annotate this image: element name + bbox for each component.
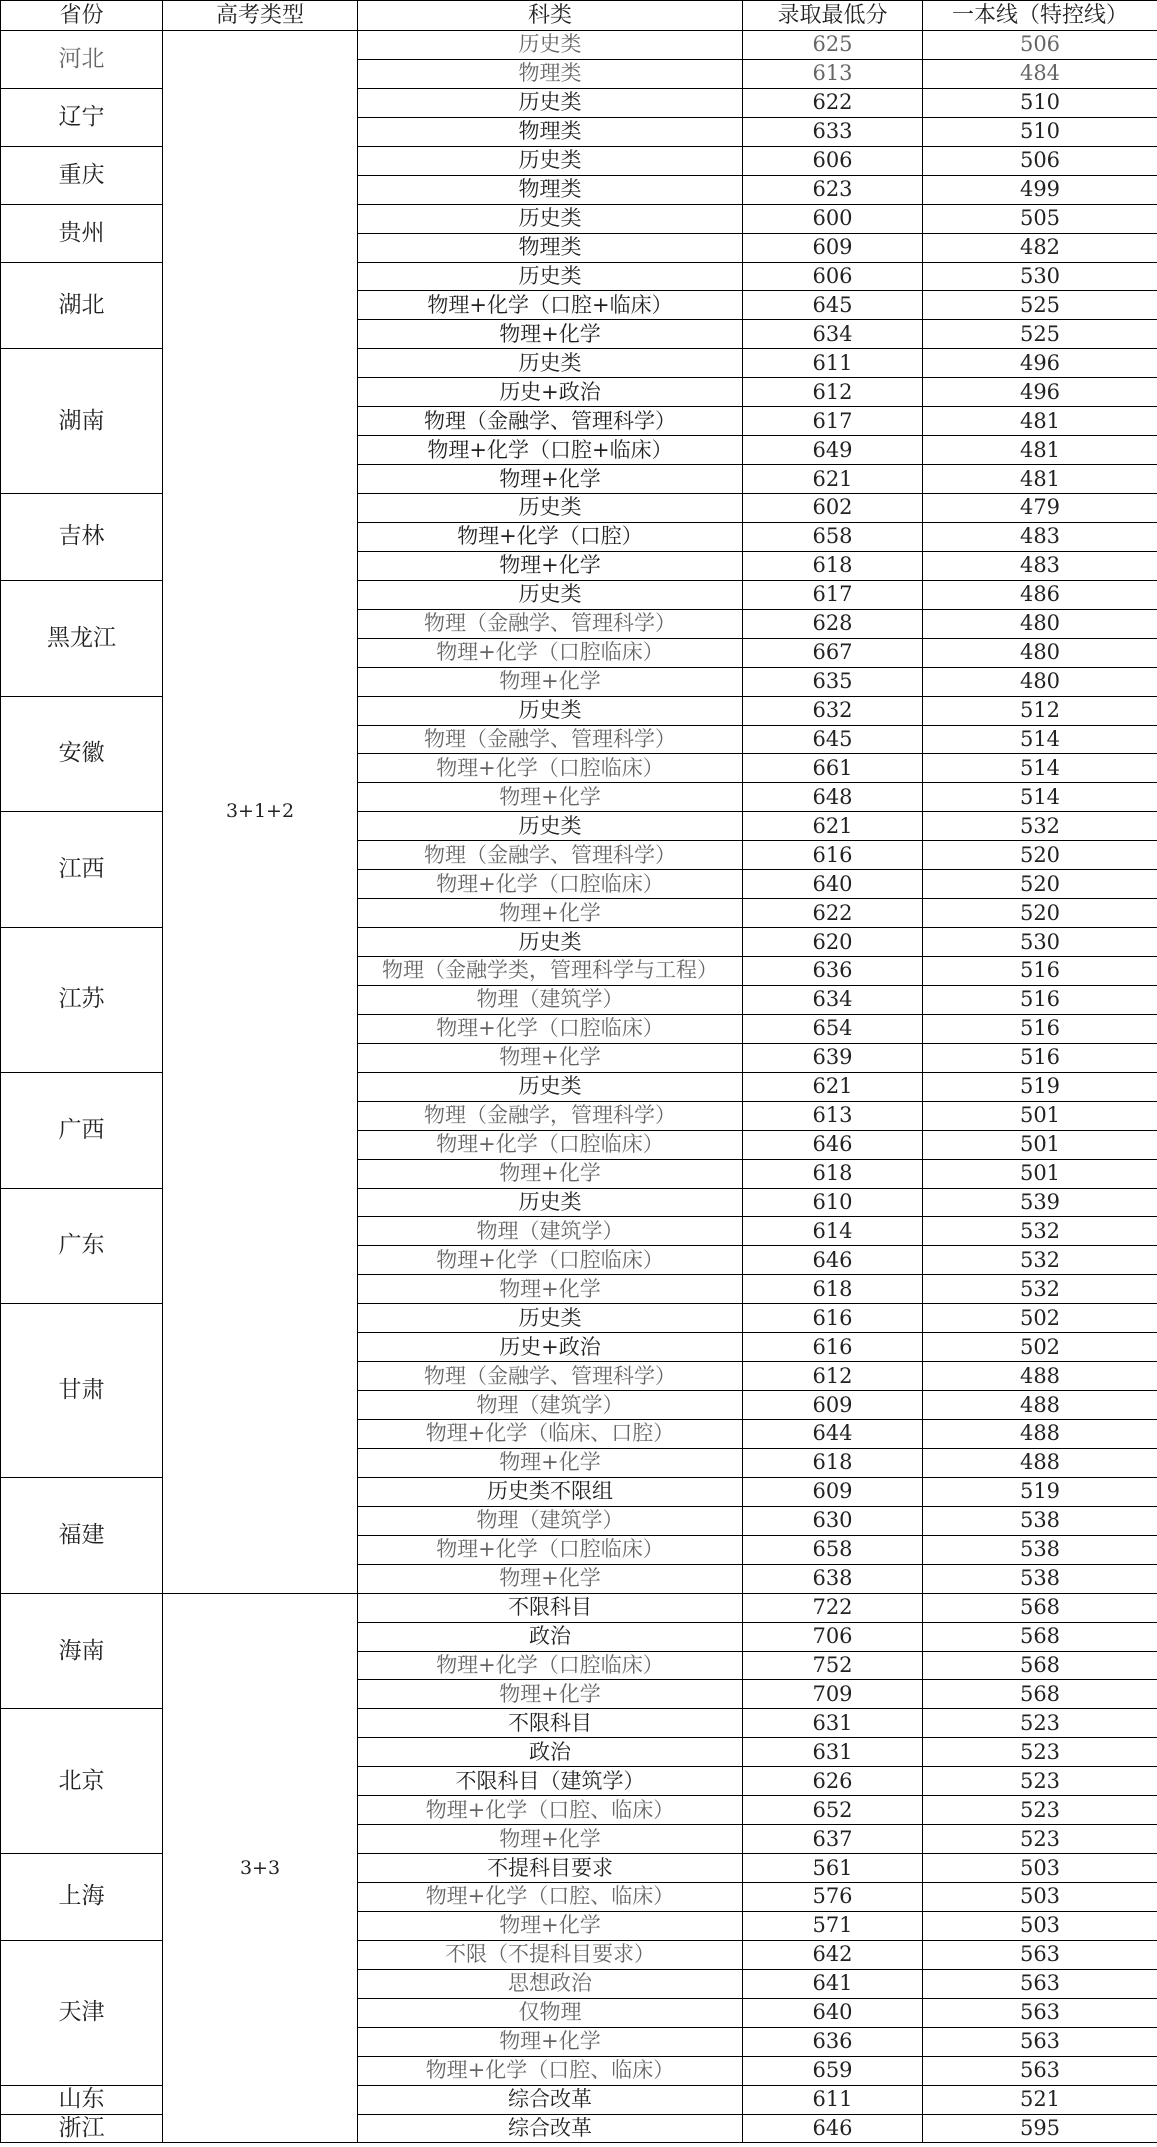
province-cell: 福建 [1,1477,163,1593]
subject-cell: 历史类 [358,349,743,378]
tier-one-line-cell: 532 [923,1246,1157,1275]
tier-one-line-cell: 532 [923,812,1157,841]
subject-cell: 物理（金融学、管理科学） [358,841,743,870]
tier-one-line-cell: 523 [923,1825,1157,1854]
subject-cell: 不限科目 [358,1709,743,1738]
tier-one-line-cell: 568 [923,1680,1157,1709]
subject-cell: 物理（建筑学） [358,1506,743,1535]
tier-one-line-cell: 568 [923,1651,1157,1680]
tier-one-line-cell: 539 [923,1188,1157,1217]
tier-one-line-cell: 538 [923,1506,1157,1535]
min-score-cell: 616 [743,1333,923,1362]
min-score-cell: 618 [743,1448,923,1477]
min-score-cell: 621 [743,1072,923,1101]
tier-one-line-cell: 520 [923,899,1157,928]
min-score-cell: 622 [743,88,923,117]
tier-one-line-cell: 523 [923,1709,1157,1738]
min-score-cell: 635 [743,667,923,696]
subject-cell: 物理类 [358,233,743,262]
min-score-cell: 640 [743,1998,923,2027]
table-body [1,31,1157,2143]
tier-one-line-cell: 510 [923,117,1157,146]
tier-one-line-cell: 481 [923,407,1157,436]
min-score-cell: 609 [743,1477,923,1506]
subject-cell: 政治 [358,1738,743,1767]
min-score-cell: 634 [743,985,923,1014]
tier-one-line-cell: 502 [923,1304,1157,1333]
min-score-cell: 614 [743,1217,923,1246]
tier-one-line-cell: 503 [923,1883,1157,1912]
tier-one-line-cell: 530 [923,928,1157,957]
tier-one-line-cell: 523 [923,1738,1157,1767]
header-tier-one-line: 一本线（特控线） [923,1,1157,31]
tier-one-line-cell: 595 [923,2114,1157,2143]
tier-one-line-cell: 480 [923,638,1157,667]
subject-cell: 物理（建筑学） [358,1391,743,1420]
tier-one-line-cell: 496 [923,349,1157,378]
tier-one-line-cell: 532 [923,1217,1157,1246]
min-score-cell: 658 [743,1535,923,1564]
province-cell: 湖北 [1,262,163,349]
subject-cell: 物理+化学（口腔临床） [358,1651,743,1680]
min-score-cell: 571 [743,1911,923,1940]
subject-cell: 历史类 [358,262,743,291]
subject-cell: 政治 [358,1622,743,1651]
province-cell: 黑龙江 [1,580,163,696]
tier-one-line-cell: 506 [923,31,1157,60]
subject-cell: 物理+化学 [358,667,743,696]
province-cell: 甘肃 [1,1304,163,1478]
tier-one-line-cell: 483 [923,522,1157,551]
province-cell: 安徽 [1,696,163,812]
min-score-cell: 667 [743,638,923,667]
min-score-cell: 644 [743,1420,923,1449]
subject-cell: 物理+化学 [358,1448,743,1477]
subject-cell: 不限（不提科目要求） [358,1940,743,1969]
tier-one-line-cell: 516 [923,1014,1157,1043]
min-score-cell: 616 [743,1304,923,1333]
subject-cell: 物理+化学（口腔临床） [358,1246,743,1275]
tier-one-line-cell: 488 [923,1420,1157,1449]
subject-cell: 历史类 [358,88,743,117]
min-score-cell: 611 [743,349,923,378]
min-score-cell: 600 [743,204,923,233]
tier-one-line-cell: 525 [923,320,1157,349]
header-exam-type: 高考类型 [163,1,358,31]
subject-cell: 物理+化学（口腔） [358,522,743,551]
tier-one-line-cell: 530 [923,262,1157,291]
tier-one-line-cell: 505 [923,204,1157,233]
province-cell: 天津 [1,1940,163,2085]
min-score-cell: 612 [743,378,923,407]
subject-cell: 物理+化学 [358,1911,743,1940]
min-score-cell: 631 [743,1738,923,1767]
min-score-cell: 623 [743,175,923,204]
subject-cell: 历史类 [358,204,743,233]
min-score-cell: 606 [743,146,923,175]
subject-cell: 物理+化学（口腔、临床） [358,2056,743,2085]
subject-cell: 物理+化学 [358,1275,743,1304]
province-cell: 吉林 [1,494,163,581]
min-score-cell: 617 [743,580,923,609]
min-score-cell: 617 [743,407,923,436]
subject-cell: 物理+化学 [358,320,743,349]
tier-one-line-cell: 563 [923,1969,1157,1998]
tier-one-line-cell: 484 [923,59,1157,88]
subject-cell: 物理（金融学、管理科学） [358,725,743,754]
subject-cell: 物理（金融学、管理科学） [358,609,743,638]
tier-one-line-cell: 503 [923,1854,1157,1883]
subject-cell: 物理（金融学、管理科学） [358,407,743,436]
tier-one-line-cell: 501 [923,1130,1157,1159]
min-score-cell: 625 [743,31,923,60]
tier-one-line-cell: 532 [923,1275,1157,1304]
header-province: 省份 [1,1,163,31]
min-score-cell: 638 [743,1564,923,1593]
subject-cell: 物理类 [358,59,743,88]
province-cell: 河北 [1,31,163,89]
province-cell: 浙江 [1,2114,163,2143]
tier-one-line-cell: 514 [923,725,1157,754]
subject-cell: 物理+化学（口腔、临床） [358,1796,743,1825]
tier-one-line-cell: 499 [923,175,1157,204]
tier-one-line-cell: 568 [923,1593,1157,1622]
subject-cell: 历史类 [358,696,743,725]
min-score-cell: 661 [743,754,923,783]
province-cell: 上海 [1,1854,163,1941]
subject-cell: 物理+化学（口腔、临床） [358,1883,743,1912]
subject-cell: 物理+化学（口腔临床） [358,1014,743,1043]
min-score-cell: 609 [743,233,923,262]
min-score-cell: 652 [743,1796,923,1825]
province-cell: 广西 [1,1072,163,1188]
province-cell: 贵州 [1,204,163,262]
province-cell: 江西 [1,812,163,928]
tier-one-line-cell: 516 [923,957,1157,986]
min-score-cell: 606 [743,262,923,291]
exam-type-cell: 3+3 [163,1593,358,2143]
min-score-cell: 622 [743,899,923,928]
min-score-cell: 576 [743,1883,923,1912]
subject-cell: 历史类 [358,146,743,175]
min-score-cell: 613 [743,1101,923,1130]
tier-one-line-cell: 502 [923,1333,1157,1362]
subject-cell: 不限科目 [358,1593,743,1622]
tier-one-line-cell: 523 [923,1796,1157,1825]
tier-one-line-cell: 519 [923,1477,1157,1506]
min-score-cell: 649 [743,436,923,465]
subject-cell: 历史+政治 [358,378,743,407]
min-score-cell: 613 [743,59,923,88]
min-score-cell: 709 [743,1680,923,1709]
tier-one-line-cell: 481 [923,436,1157,465]
tier-one-line-cell: 514 [923,783,1157,812]
header-min-score: 录取最低分 [743,1,923,31]
tier-one-line-cell: 501 [923,1101,1157,1130]
subject-cell: 物理类 [358,175,743,204]
min-score-cell: 646 [743,1130,923,1159]
min-score-cell: 631 [743,1709,923,1738]
subject-cell: 历史类 [358,31,743,60]
subject-cell: 历史类不限组 [358,1477,743,1506]
tier-one-line-cell: 525 [923,291,1157,320]
min-score-cell: 646 [743,1246,923,1275]
tier-one-line-cell: 496 [923,378,1157,407]
subject-cell: 物理+化学 [358,1564,743,1593]
subject-cell: 物理+化学（口腔临床） [358,870,743,899]
min-score-cell: 752 [743,1651,923,1680]
min-score-cell: 628 [743,609,923,638]
tier-one-line-cell: 483 [923,551,1157,580]
min-score-cell: 616 [743,841,923,870]
min-score-cell: 636 [743,957,923,986]
subject-cell: 仅物理 [358,1998,743,2027]
province-cell: 海南 [1,1593,163,1709]
subject-cell: 历史类 [358,494,743,523]
subject-cell: 物理+化学（口腔+临床） [358,436,743,465]
min-score-cell: 612 [743,1362,923,1391]
min-score-cell: 659 [743,2056,923,2085]
subject-cell: 不限科目（建筑学） [358,1767,743,1796]
subject-cell: 物理+化学（口腔+临床） [358,291,743,320]
province-cell: 北京 [1,1709,163,1854]
min-score-cell: 642 [743,1940,923,1969]
subject-cell: 综合改革 [358,2085,743,2114]
exam-type-cell: 3+1+2 [163,31,358,1594]
min-score-cell: 630 [743,1506,923,1535]
tier-one-line-cell: 538 [923,1564,1157,1593]
subject-cell: 物理+化学（口腔临床） [358,1130,743,1159]
tier-one-line-cell: 488 [923,1362,1157,1391]
subject-cell: 物理+化学（口腔临床） [358,638,743,667]
tier-one-line-cell: 563 [923,1940,1157,1969]
tier-one-line-cell: 503 [923,1911,1157,1940]
min-score-cell: 621 [743,812,923,841]
tier-one-line-cell: 480 [923,667,1157,696]
subject-cell: 物理+化学 [358,1159,743,1188]
table-row [1,31,1157,60]
min-score-cell: 640 [743,870,923,899]
subject-cell: 物理+化学 [358,2027,743,2056]
subject-cell: 物理+化学 [358,551,743,580]
min-score-cell: 602 [743,494,923,523]
tier-one-line-cell: 516 [923,985,1157,1014]
subject-cell: 物理+化学 [358,1680,743,1709]
table-row [1,1593,1157,1622]
subject-cell: 历史+政治 [358,1333,743,1362]
tier-one-line-cell: 538 [923,1535,1157,1564]
province-cell: 重庆 [1,146,163,204]
min-score-cell: 641 [743,1969,923,1998]
subject-cell: 历史类 [358,1304,743,1333]
subject-cell: 物理（金融学、管理科学） [358,1362,743,1391]
header-subject: 科类 [358,1,743,31]
min-score-cell: 611 [743,2085,923,2114]
min-score-cell: 633 [743,117,923,146]
min-score-cell: 626 [743,1767,923,1796]
tier-one-line-cell: 480 [923,609,1157,638]
min-score-cell: 561 [743,1854,923,1883]
min-score-cell: 648 [743,783,923,812]
tier-one-line-cell: 521 [923,2085,1157,2114]
min-score-cell: 658 [743,522,923,551]
tier-one-line-cell: 479 [923,494,1157,523]
tier-one-line-cell: 520 [923,841,1157,870]
tier-one-line-cell: 486 [923,580,1157,609]
min-score-cell: 706 [743,1622,923,1651]
min-score-cell: 637 [743,1825,923,1854]
subject-cell: 历史类 [358,928,743,957]
tier-one-line-cell: 488 [923,1448,1157,1477]
min-score-cell: 620 [743,928,923,957]
subject-cell: 不提科目要求 [358,1854,743,1883]
subject-cell: 思想政治 [358,1969,743,1998]
tier-one-line-cell: 514 [923,754,1157,783]
tier-one-line-cell: 501 [923,1159,1157,1188]
subject-cell: 物理+化学（口腔临床） [358,1535,743,1564]
subject-cell: 物理+化学 [358,899,743,928]
tier-one-line-cell: 563 [923,2027,1157,2056]
province-cell: 山东 [1,2085,163,2114]
tier-one-line-cell: 481 [923,465,1157,494]
min-score-cell: 654 [743,1014,923,1043]
province-cell: 辽宁 [1,88,163,146]
min-score-cell: 610 [743,1188,923,1217]
subject-cell: 物理+化学 [358,1043,743,1072]
tier-one-line-cell: 488 [923,1391,1157,1420]
subject-cell: 历史类 [358,812,743,841]
subject-cell: 综合改革 [358,2114,743,2143]
min-score-cell: 636 [743,2027,923,2056]
tier-one-line-cell: 482 [923,233,1157,262]
tier-one-line-cell: 563 [923,1998,1157,2027]
header-row [1,1,1157,31]
tier-one-line-cell: 519 [923,1072,1157,1101]
min-score-cell: 645 [743,725,923,754]
min-score-cell: 618 [743,551,923,580]
min-score-cell: 618 [743,1275,923,1304]
tier-one-line-cell: 568 [923,1622,1157,1651]
subject-cell: 物理（金融学，管理科学） [358,1101,743,1130]
min-score-cell: 645 [743,291,923,320]
province-cell: 广东 [1,1188,163,1304]
subject-cell: 历史类 [358,1188,743,1217]
subject-cell: 物理+化学（临床、口腔） [358,1420,743,1449]
min-score-cell: 618 [743,1159,923,1188]
min-score-cell: 722 [743,1593,923,1622]
subject-cell: 物理（金融学类，管理科学与工程） [358,957,743,986]
subject-cell: 物理（建筑学） [358,1217,743,1246]
subject-cell: 物理+化学 [358,465,743,494]
subject-cell: 物理+化学 [358,1825,743,1854]
province-cell: 湖南 [1,349,163,494]
subject-cell: 物理+化学（口腔临床） [358,754,743,783]
subject-cell: 物理类 [358,117,743,146]
min-score-cell: 639 [743,1043,923,1072]
min-score-cell: 646 [743,2114,923,2143]
tier-one-line-cell: 523 [923,1767,1157,1796]
subject-cell: 物理+化学 [358,783,743,812]
province-cell: 江苏 [1,928,163,1073]
tier-one-line-cell: 516 [923,1043,1157,1072]
min-score-cell: 632 [743,696,923,725]
min-score-cell: 621 [743,465,923,494]
min-score-cell: 634 [743,320,923,349]
tier-one-line-cell: 512 [923,696,1157,725]
tier-one-line-cell: 506 [923,146,1157,175]
tier-one-line-cell: 520 [923,870,1157,899]
min-score-cell: 609 [743,1391,923,1420]
tier-one-line-cell: 510 [923,88,1157,117]
tier-one-line-cell: 563 [923,2056,1157,2085]
subject-cell: 物理（建筑学） [358,985,743,1014]
subject-cell: 历史类 [358,1072,743,1101]
subject-cell: 历史类 [358,580,743,609]
